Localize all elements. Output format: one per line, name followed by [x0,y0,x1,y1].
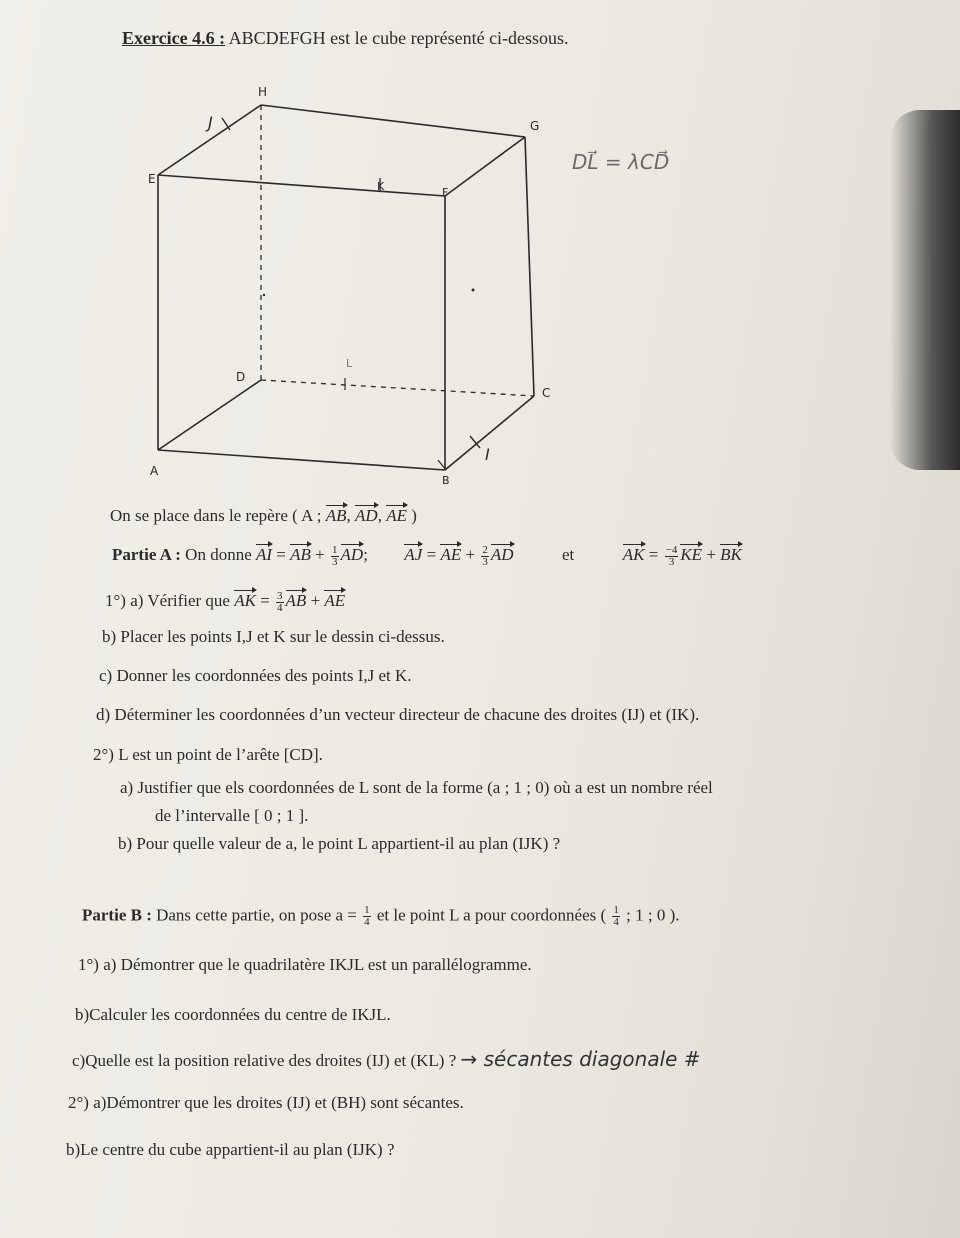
vector-ad-2: AD [491,542,514,565]
fraction-coord-1-4: $\frac{1}{4}$ [613,904,619,928]
fraction-a-1-4: $\frac{1}{4}$ [364,904,370,928]
vector-bk: BK [720,542,742,565]
dot-face [263,294,265,296]
partA-q2: 2°) L est un point de l’arête [CD]. [93,745,323,764]
label-H: H [258,85,268,99]
partA-q1b: b) Placer les points I,J et K sur le dessin ci-dessus. [102,627,445,646]
label-L: L [346,357,353,370]
partA-q2a-line2: de l’intervalle [ 0 ; 1 ]. [155,806,309,825]
partA-q1c: c) Donner les coordonnées des points I,J et K. [99,666,412,685]
partB-q1a: 1°) a) Démontrer que le quadrilatère IKJL est un parallélogramme. [78,955,532,974]
partA-q2a-line1: a) Justifier que els coordonnées de L sont de la forme (a ; 1 ; 0) où a est un nombre réel [120,778,713,797]
edge-HG [261,105,525,137]
label-C: C [542,386,551,400]
edge-AB [158,450,445,470]
vector-ai: AI [256,542,272,565]
handwritten-answer: → sécantes diagonale # [460,1047,701,1071]
exercise-number: Exercice 4.6 : [122,28,226,48]
partA-et: et [562,545,575,564]
partB-intro [82,905,680,928]
fraction-minus4-3: $\frac{-4}{3}$ [665,543,678,568]
edge-DC-hidden [261,380,534,396]
fraction-2-3: $\frac{2}{3}$ [482,543,488,568]
partB-q1c [72,1047,701,1071]
cube-figure [130,80,570,490]
partA-q1d: d) Déterminer les coordonnées d’un vecteur directeur de chacune des droites (IJ) et (IK). [96,705,700,724]
edge-DA [158,380,261,450]
vector-ae-verify: AE [324,588,345,611]
edge-EF [158,175,445,196]
vector-ab-verify: AB [286,588,307,611]
label-I: I [485,445,490,464]
partB-q1c-text: c)Quelle est la position relative des droites (IJ) et (KL) ? [72,1051,457,1070]
partA-header: Partie A : [112,545,181,564]
vector-ad: AD [341,542,364,565]
vector-ae: AE [440,542,461,565]
vector-ke: KE [680,542,702,565]
vector-ak: AK [623,542,645,565]
vector-aj: AJ [404,542,422,565]
fraction-3-4: $\frac{3}{4}$ [277,589,283,614]
vector-ab: AB [290,542,311,565]
label-F: F [442,186,449,199]
fraction-1-3: $\frac{1}{3}$ [332,543,338,568]
label-G: G [530,119,540,133]
label-J: J [208,113,213,132]
edge-FG [445,137,525,196]
label-K: K [377,180,385,193]
vector-ak-verify: AK [234,588,256,611]
partB-intro-1: Dans cette partie, on pose a = [156,905,357,925]
partB-header: Partie B : [82,905,152,925]
partA-q1a-text: Vérifier que [147,591,230,610]
repere-vector-ad: AD [355,503,378,526]
label-A: A [150,464,159,478]
partA-q1a: 1°) a) Vérifier que AK = $\frac{3}{4}$ AB + AE [105,589,346,614]
partB-q2a: 2°) a)Démontrer que les droites (IJ) et (BH) sont sécantes. [68,1093,464,1112]
partA-given-text: On donne [185,545,252,564]
exercise-title [122,28,569,49]
partB-intro-2: et le point L a pour coordonnées ( [376,905,607,925]
partA-q1a-number: 1°) a) [105,591,144,610]
repere-vector-ae: AE [386,503,407,526]
label-D: D [236,370,246,384]
dot-center [472,289,475,292]
repere-suffix: ) [411,506,417,525]
partB-q1b: b)Calculer les coordonnées du centre de IKJL. [75,1005,391,1024]
repere-prefix: On se place dans le repère ( A ; [110,506,322,525]
label-E: E [148,172,156,186]
handwritten-margin-note: DL⃗ = λCD⃗ [572,150,670,174]
repere-line: On se place dans le repère ( A ; AB, AD, AE ) [110,503,417,526]
partA-q2b: b) Pour quelle valeur de a, le point L appartient-il au plan (IJK) ? [118,834,561,853]
exercise-intro: ABCDEFGH est le cube représenté ci-dessous. [228,28,569,48]
label-B: B [442,474,450,487]
edge-GC [525,137,534,396]
partA-given-line: Partie A : On donne AI = AB + $\frac{1}{3}$ AD; AJ = AE + $\frac{2}{3}$ AD et AK = $\frac{-4}{3}$ KE + BK [112,543,742,568]
partB-q2b: b)Le centre du cube appartient-il au plan (IJK) ? [66,1140,395,1159]
partB-intro-3: ; 1 ; 0 ). [626,905,680,925]
background-object-shadow [890,110,960,470]
repere-vector-ab: AB [326,503,347,526]
